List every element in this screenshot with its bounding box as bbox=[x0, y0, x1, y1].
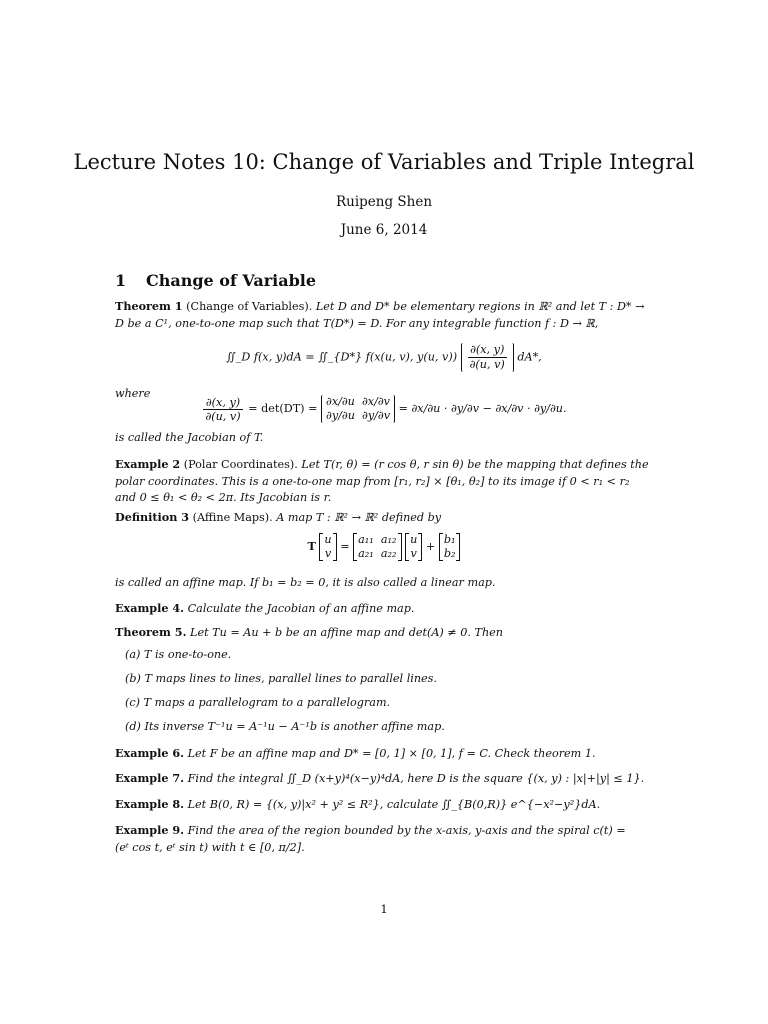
author-name: Ruipeng Shen bbox=[335, 194, 433, 210]
example-4-text: Calculate the Jacobian of an affine map. bbox=[187, 602, 415, 615]
jacobian-matrix bbox=[321, 395, 395, 423]
vector-b bbox=[439, 533, 461, 561]
jacobian-expansion: = ∂x/∂u · ∂y/∂v − ∂x/∂v · ∂y/∂u. bbox=[398, 402, 567, 415]
jac-m21: ∂y/∂u bbox=[326, 409, 355, 422]
section-number: 1 bbox=[115, 271, 127, 290]
example-4 bbox=[115, 600, 653, 618]
theorem-5-item-d: (d) Its inverse T⁻¹u = A⁻¹u − A⁻¹b is another affine map. bbox=[125, 720, 445, 733]
theorem-5 bbox=[115, 624, 653, 642]
example-2-line1: Let T(r, θ) = (r cos θ, r sin θ) be the mapping that defines the bbox=[301, 458, 649, 471]
definition-3-text: A map T : ℝ² → ℝ² defined by bbox=[276, 511, 442, 524]
vec-u-2: u bbox=[410, 533, 418, 546]
document-date: June 6, 2014 bbox=[340, 222, 428, 238]
equation-tail: dA*, bbox=[517, 350, 542, 364]
jacobian-def-denominator: ∂(u, v) bbox=[205, 409, 241, 423]
section-heading bbox=[115, 271, 316, 290]
a22: a₂₂ bbox=[380, 547, 397, 560]
jacobian-abs bbox=[461, 343, 514, 372]
a12: a₁₂ bbox=[380, 533, 397, 546]
a21: a₂₁ bbox=[358, 547, 374, 560]
jacobian-definition bbox=[115, 395, 653, 423]
theorem-1-label: Theorem 1 bbox=[115, 299, 183, 313]
definition-3-label: Definition 3 bbox=[115, 510, 190, 524]
vector-uv-2 bbox=[405, 533, 422, 561]
definition-3-after: is called an affine map. If b₁ = b₂ = 0, it is also called a linear map. bbox=[115, 576, 496, 589]
theorem-5-item-b: (b) T maps lines to lines, parallel lines to parallel lines. bbox=[125, 672, 437, 685]
where-word: where bbox=[115, 387, 151, 400]
theorem-1-name: (Change of Variables). bbox=[186, 300, 313, 313]
example-4-label: Example 4. bbox=[115, 601, 185, 615]
change-of-variables-equation bbox=[115, 343, 653, 372]
vec-v-2: v bbox=[410, 547, 417, 560]
example-7-text: Find the integral ∬_D (x+y)⁴(x−y)⁴dA, here D is the square {(x, y) : |x|+|y| ≤ 1}. bbox=[187, 772, 645, 785]
a11: a₁₁ bbox=[358, 533, 374, 546]
definition-3 bbox=[115, 509, 653, 527]
definition-3-name: (Affine Maps). bbox=[192, 511, 273, 524]
example-2-label: Example 2 bbox=[115, 457, 181, 471]
jacobian-denominator: ∂(u, v) bbox=[469, 358, 505, 371]
example-9-line2: (eᵗ cos t, eᵗ sin t) with t ∈ [0, π/2]. bbox=[115, 840, 305, 854]
theorem-5-text: Let Tu = Au + b be an affine map and det(A) ≠ 0. Then bbox=[190, 626, 503, 639]
example-8-text: Let B(0, R) = {(x, y)|x² + y² ≤ R²}, calculate ∬_{B(0,R)} e^{−x²−y²}dA. bbox=[187, 798, 601, 811]
vector-uv bbox=[319, 533, 336, 561]
example-8 bbox=[115, 796, 653, 814]
vec-u: u bbox=[324, 533, 332, 546]
jacobian-numerator: ∂(x, y) bbox=[468, 343, 507, 358]
jac-m11: ∂x/∂u bbox=[326, 395, 355, 408]
example-2-line2: polar coordinates. This is a one-to-one map from [r₁, r₂] × [θ₁, θ₂] to its image if 0 < r₁ < r₂ bbox=[115, 474, 630, 488]
theorem-1-line1: Let D and D* be elementary regions in ℝ² and let T : D* → bbox=[315, 300, 645, 313]
example-2-line3: and 0 ≤ θ₁ < θ₂ < 2π. Its Jacobian is r. bbox=[115, 491, 332, 504]
example-6-text: Let F be an affine map and D* = [0, 1] × [0, 1], f = C. Check theorem 1. bbox=[187, 747, 596, 760]
theorem-1-line2: D be a C¹, one-to-one map such that T(D*) = D. For any integrable function f : D → ℝ, bbox=[115, 316, 599, 330]
document-title: Lecture Notes 10: Change of Variables and Triple Integral bbox=[73, 150, 695, 174]
example-6-label: Example 6. bbox=[115, 746, 185, 760]
theorem-1-after: is called the Jacobian of T. bbox=[115, 431, 264, 444]
jacobian-det-text: = det(DT) = bbox=[248, 402, 318, 415]
affine-map-equation: T u v = a₁₁ a₁₂ a₂₁ a₂₂ u v + b₁ b₂ bbox=[115, 533, 653, 561]
affine-T: T bbox=[307, 539, 316, 553]
example-9-line1: Find the area of the region bounded by the x-axis, y-axis and the spiral c(t) = bbox=[187, 824, 626, 837]
example-8-label: Example 8. bbox=[115, 797, 185, 811]
theorem-5-label: Theorem 5. bbox=[115, 625, 187, 639]
jac-m12: ∂x/∂v bbox=[362, 395, 390, 408]
jacobian-def-numerator: ∂(x, y) bbox=[203, 396, 242, 410]
example-9 bbox=[115, 822, 653, 856]
b1: b₁ bbox=[443, 533, 456, 546]
equation-lhs: ∬_D f(x, y)dA = ∬_{D*} f(x(u, v), y(u, v)) bbox=[226, 350, 458, 364]
b2: b₂ bbox=[443, 547, 456, 560]
matrix-a bbox=[353, 533, 401, 561]
example-9-label: Example 9. bbox=[115, 823, 185, 837]
section-title: Change of Variable bbox=[146, 271, 317, 290]
page-number: 1 bbox=[380, 902, 388, 916]
jac-m22: ∂y/∂v bbox=[362, 409, 391, 422]
theorem-1 bbox=[115, 298, 653, 332]
example-2 bbox=[115, 456, 653, 507]
example-6 bbox=[115, 745, 653, 763]
example-7-label: Example 7. bbox=[115, 771, 185, 785]
vec-v: v bbox=[324, 547, 332, 560]
theorem-5-item-c: (c) T maps a parallelogram to a parallelogram. bbox=[125, 696, 391, 709]
example-7 bbox=[115, 770, 653, 788]
example-2-name: (Polar Coordinates). bbox=[183, 458, 298, 471]
theorem-5-item-a: (a) T is one-to-one. bbox=[125, 648, 232, 661]
